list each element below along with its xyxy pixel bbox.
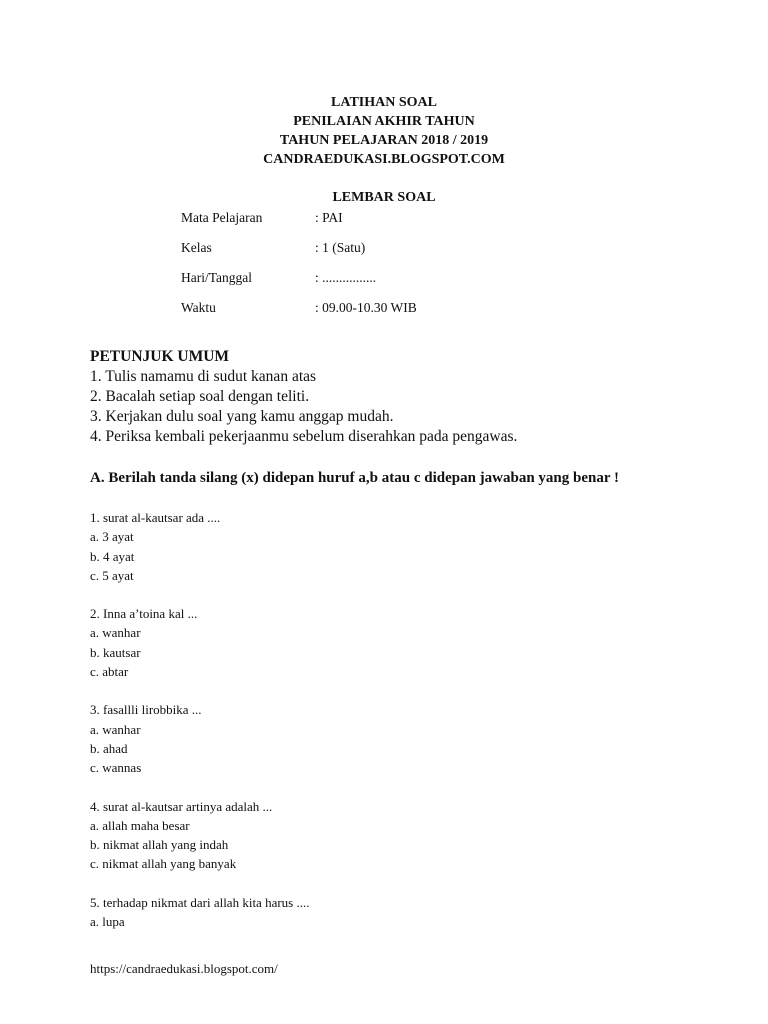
answer-option: b. 4 ayat <box>90 548 135 564</box>
question-item <box>90 797 309 874</box>
instruction-item: 4. Periksa kembali pekerjaanmu sebelum diserahkan pada pengawas. <box>90 428 518 445</box>
question-item <box>90 508 309 585</box>
question-text: 5. terhadap nikmat dari allah kita harus .... <box>90 894 310 910</box>
instruction-item: 1. Tulis namamu di sudut kanan atas <box>90 368 317 385</box>
section-a-instruction: A. Berilah tanda silang (x) didepan huruf a,b atau c didepan jawaban yang benar ! <box>90 470 619 486</box>
info-label: Kelas <box>181 240 212 255</box>
info-label: Mata Pelajaran <box>181 210 263 225</box>
answer-option: b. nikmat allah yang indah <box>90 837 229 853</box>
info-value: : 1 (Satu) <box>315 240 366 255</box>
header-exam-name: PENILAIAN AKHIR TAHUN <box>293 114 475 129</box>
answer-option: b. kautsar <box>90 644 141 660</box>
info-value: : 09.00-10.30 WIB <box>315 300 417 315</box>
answer-option: c. wannas <box>90 760 142 776</box>
question-item <box>90 700 309 777</box>
header-school-year: TAHUN PELAJARAN 2018 / 2019 <box>279 133 489 148</box>
header-website: CANDRAEDUKASI.BLOGSPOT.COM <box>263 152 505 167</box>
answer-option: a. wanhar <box>90 625 141 641</box>
answer-option: c. nikmat allah yang banyak <box>90 856 237 872</box>
answer-option: a. allah maha besar <box>90 817 190 833</box>
instruction-item: 2. Bacalah setiap soal dengan teliti. <box>90 388 310 405</box>
general-instructions <box>90 347 517 447</box>
answer-option: a. wanhar <box>90 721 141 737</box>
document-header <box>0 93 768 169</box>
instruction-item: 3. Kerjakan dulu soal yang kamu anggap mudah. <box>90 408 394 425</box>
lembar-soal-title: LEMBAR SOAL <box>332 190 436 205</box>
instructions-title: PETUNJUK UMUM <box>90 348 230 365</box>
question-list <box>90 508 309 950</box>
answer-option: b. ahad <box>90 740 128 756</box>
question-item <box>90 893 309 932</box>
question-text: 4. surat al-kautsar artinya adalah ... <box>90 798 273 814</box>
footer-url-link[interactable]: https://candraedukasi.blogspot.com/ <box>90 961 278 976</box>
answer-option: c. 5 ayat <box>90 567 134 583</box>
answer-option: c. abtar <box>90 664 129 680</box>
answer-option: a. lupa <box>90 914 125 930</box>
question-text: 2. Inna a’toina kal ... <box>90 606 198 622</box>
question-text: 3. fasallli lirobbika ... <box>90 702 202 718</box>
info-value: : ................ <box>315 270 377 285</box>
answer-option: a. 3 ayat <box>90 529 134 545</box>
info-value: : PAI <box>315 210 343 225</box>
question-item <box>90 604 309 681</box>
info-label: Waktu <box>181 300 216 315</box>
info-label: Hari/Tanggal <box>181 270 253 285</box>
question-text: 1. surat al-kautsar ada .... <box>90 510 221 525</box>
header-title: LATIHAN SOAL <box>331 95 437 110</box>
